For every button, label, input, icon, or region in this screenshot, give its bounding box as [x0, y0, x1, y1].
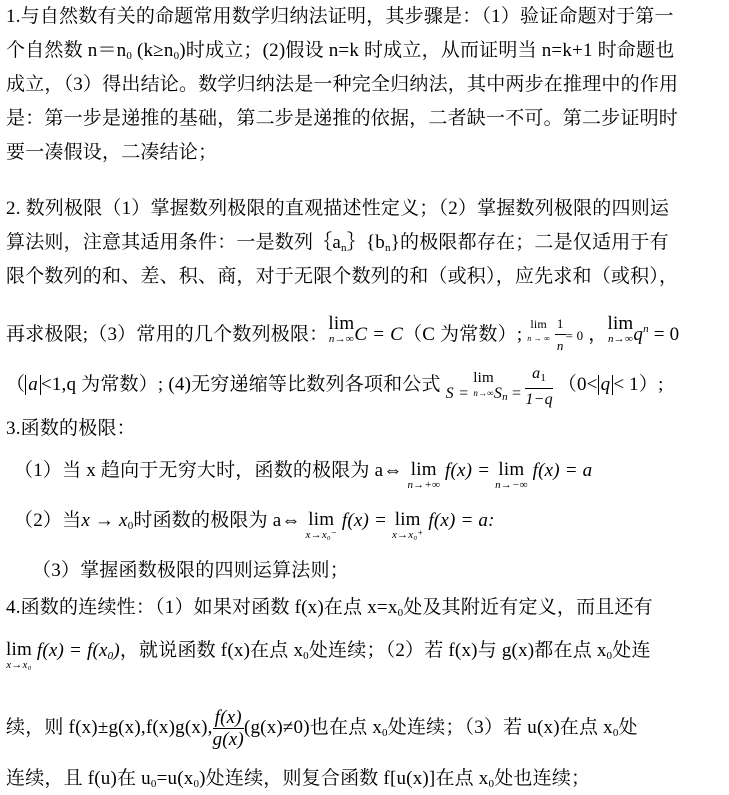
text: 连续，且 f(u)在 u — [6, 768, 151, 789]
math-expr: x → x — [81, 510, 128, 531]
text: }的极限都存在；二是仅适用于有 — [390, 232, 669, 253]
text: 2. 数列极限（1）掌握数列极限的直观描述性定义；（2）掌握数列极限的四则运 — [6, 198, 670, 219]
subscript: 0 — [606, 650, 613, 662]
text: 算法则，注意其适用条件：一是数列｛a — [6, 232, 342, 253]
abs-value: q — [598, 375, 614, 395]
text: ｝{b — [346, 232, 385, 253]
abs-value: a — [25, 375, 41, 395]
subscript: 0 — [173, 50, 180, 62]
heading: 3.函数的极限： — [6, 418, 136, 439]
text: )时成立；(2)假设 n=k 时成立，从而证明当 n=k+1 时命题也 — [179, 40, 675, 61]
text: 处 — [618, 717, 638, 738]
fraction: $\frac{1}{n}$ — [556, 316, 564, 353]
text: （C 为常数）; — [403, 324, 523, 345]
subscript: 0 — [303, 650, 309, 662]
text: （1）当 x 趋向于无穷大时，函数的极限为 a⇔ — [14, 460, 403, 481]
subscript: 0 — [397, 607, 404, 619]
fraction: $\frac{a_1}{1-q}$ — [525, 365, 553, 408]
s1-line-2 — [6, 40, 674, 67]
superscript: n — [643, 323, 649, 335]
text: 再求极限;（3）常用的几个数列极限： — [6, 324, 329, 345]
s4-line-1 — [6, 597, 653, 624]
text: < 1）; — [613, 374, 664, 395]
math-expr: f(x) = f(x — [31, 640, 108, 661]
text: 1.与自然数有关的命题常用数学归纳法证明，其步骤是：（1）验证命题对于第一 — [6, 6, 674, 27]
math-expr: S — [493, 385, 503, 402]
s1-line-4 — [6, 108, 678, 130]
text: 处及其附近有定义，而且还有 — [403, 597, 653, 618]
s2-line-2 — [6, 232, 669, 259]
limit-operator: lim n→+∞ — [407, 459, 441, 491]
text: （3）掌握函数极限的四则运算法则； — [32, 560, 349, 581]
text: 处连续；（2）若 f(x)与 g(x)都在点 x — [308, 640, 607, 661]
text: 续，则 f(x)±g(x),f(x)g(x), — [6, 717, 213, 738]
limit-operator: lim x→x₀⁺ — [391, 509, 424, 541]
subscript: 0 — [127, 520, 134, 532]
limit-operator: lim n→−∞ — [495, 459, 528, 491]
s1-line-3 — [6, 74, 678, 96]
subscript: n — [341, 242, 347, 254]
math-expr: = 0 — [565, 328, 584, 343]
text: 时函数的极限为 a⇔ — [133, 510, 301, 531]
subscript: 0 — [382, 727, 388, 739]
subscript: 0 — [150, 778, 157, 790]
limit-operator: lim n→∞ — [607, 313, 634, 345]
text: 要一凑假设，二凑结论； — [6, 142, 218, 163]
text: （ — [6, 374, 26, 395]
s3-line-1 — [14, 460, 592, 490]
limit-operator: lim n→∞ — [473, 370, 494, 398]
s3-line-2 — [14, 510, 495, 540]
math-expr: f(x) = a — [527, 460, 593, 481]
subscript: 0 — [193, 778, 200, 790]
text: 处连 — [612, 640, 651, 661]
text: （0< — [557, 374, 598, 395]
text: =u(x — [156, 768, 194, 789]
s3-line-3 — [32, 560, 349, 582]
text: ，就说函数 f(x)在点 x — [119, 640, 304, 661]
subscript: n — [502, 391, 508, 403]
s1-line-1 — [6, 6, 674, 28]
math-expr: = 0 — [648, 324, 680, 345]
text: 是：第一步是递推的基础，第二步是递推的依据，二者缺一不可。第二步证明时 — [6, 108, 679, 129]
s1-line-5 — [6, 142, 217, 164]
s2-line-3 — [6, 266, 678, 288]
text: 个自然数 n＝n — [6, 40, 127, 61]
text: 4.函数的连续性：（1）如果对函数 f(x)在点 x=x — [6, 597, 398, 618]
math-expr: C = C — [354, 324, 403, 345]
text: （2）当 — [14, 510, 82, 531]
text: <1,q 为常数）; (4)无穷递缩等比数列各项和公式 — [40, 374, 441, 395]
text: )处连续，则复合函数 f[u(x)]在点 x — [199, 768, 489, 789]
limit-operator: lim n → ∞ — [527, 317, 550, 343]
text: (k≥n — [132, 40, 174, 61]
s3-title — [6, 418, 136, 440]
subscript: 0 — [126, 50, 133, 62]
math-expr: f(x) = — [336, 510, 392, 531]
math-expr: ) — [113, 640, 120, 661]
s2-line-5 — [6, 364, 664, 411]
limit-operator: lim n→∞ — [328, 313, 355, 345]
math-expr: q — [633, 324, 644, 345]
text: 处也连续； — [494, 768, 591, 789]
math-expr: = — [507, 385, 526, 402]
s2-line-4 — [6, 314, 679, 357]
s4-line-3 — [6, 708, 638, 751]
limit-operator: lim x→x₀ — [6, 639, 32, 671]
text: 处连续；（3）若 u(x)在点 x — [387, 717, 613, 738]
subscript: 0 — [612, 727, 619, 739]
subscript: 0 — [488, 778, 495, 790]
text: 限个数列的和、差、积、商，对于无限个数列的和（或积），应先求和（或积）， — [6, 266, 679, 287]
text: ， — [588, 324, 608, 345]
subscript: n — [384, 242, 391, 254]
text: (g(x)≠0)也在点 x — [243, 717, 383, 738]
math-expr: f(x) = a: — [423, 510, 495, 531]
fraction: $\frac{f(x)}{g(x)}$ — [212, 707, 244, 750]
limit-operator: lim x→x₀⁻ — [305, 509, 337, 541]
s2-line-1 — [6, 198, 669, 220]
math-expr: S = — [445, 385, 474, 402]
subscript: 0 — [107, 650, 114, 662]
s4-line-2 — [6, 640, 651, 670]
math-expr: f(x) = — [440, 460, 496, 481]
text: 成立，（3）得出结论。数学归纳法是一种完全归纳法，其中两步在推理中的作用 — [6, 74, 679, 95]
